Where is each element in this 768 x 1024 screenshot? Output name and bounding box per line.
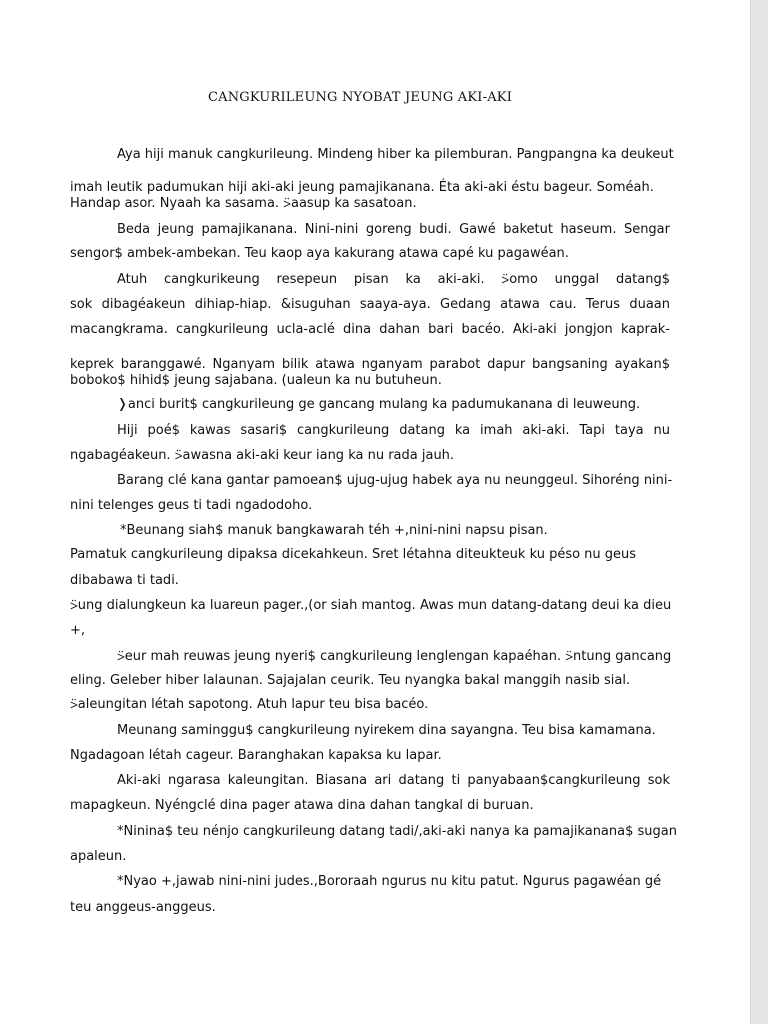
text-line: imah leutik padumukan hiji aki-aki jeung pamajikanana. Éta aki-aki éstu bageur. Soméah. (70, 180, 654, 195)
text-line: Beda jeung pamajikanana. Nini-nini goreng budi. Gawé baketut haseum. Sengar (117, 222, 670, 237)
text-line: ⍩eur mah reuwas jeung nyeri$ cangkurileung lenglengan kapaéhan. ⍩ntung gancang (117, 649, 672, 664)
text-line: dibabawa ti tadi. (70, 573, 179, 588)
text-line: ⍩aleungitan létah sapotong. Atuh lapur teu bisa bacéo. (70, 697, 429, 712)
text-line: ⍩ung dialungkeun ka luareun pager.,(or siah mantog. Awas mun datang-datang deui ka dieu (70, 598, 672, 613)
text-line: Aya hiji manuk cangkurileung. Mindeng hiber ka pilemburan. Pangpangna ka deukeut (117, 147, 674, 162)
text-line: boboko$ hihid$ jeung sajabana. (ualeun ka nu butuheun. (70, 373, 442, 388)
text-line: Pamatuk cangkurileung dipaksa dicekahkeun. Sret létahna diteukteuk ku péso nu geus (70, 547, 637, 562)
text-line: apaleun. (70, 849, 127, 864)
text-line: +, (70, 623, 86, 638)
text-line: *Nyao +,jawab nini-nini judes.,Bororaah ngurus nu kitu patut. Ngurus pagawéan gé (117, 874, 662, 889)
text-line: Meunang saminggu$ cangkurileung nyirekem dina sayangna. Teu bisa kamamana. (117, 723, 656, 738)
document-title: CANGKURILEUNG NYOBAT JEUNG AKI-AKI (207, 90, 513, 105)
text-line: Aki-aki ngarasa kaleungitan. Biasana ari datang ti panyabaan$cangkurileung sok (117, 773, 670, 788)
text-line: sok dibagéakeun dihiap-hiap. &isuguhan saaya-aya. Gedang atawa cau. Terus duaan (70, 297, 670, 312)
text-line: *Ninina$ teu nénjo cangkurileung datang tadi/,aki-aki nanya ka pamajikanana$ sugan (117, 824, 677, 839)
text-line: ngabagéakeun. ⍩awasna aki-aki keur iang ka nu rada jauh. (70, 448, 455, 463)
text-line: Hiji poé$ kawas sasari$ cangkurileung datang ka imah aki-aki. Tapi taya nu (117, 423, 670, 438)
text-line: Ngadagoan létah cageur. Baranghakan kapaksa ku lapar. (70, 748, 442, 763)
text-line: mapagkeun. Nyéngclé dina pager atawa dina dahan tangkal di buruan. (70, 798, 534, 813)
text-line: sengor$ ambek-ambekan. Teu kaop aya kakurang atawa capé ku pagawéan. (70, 246, 569, 261)
text-line: eling. Geleber hiber lalaunan. Sajajalan ceurik. Teu nyangka bakal manggih nasib sial. (70, 673, 631, 688)
text-line: Atuh cangkurikeung resepeun pisan ka aki-aki. ⍩omo unggal datang$ (117, 272, 670, 287)
text-line: Handap asor. Nyaah ka sasama. ⍩aasup ka sasatoan. (70, 196, 417, 211)
text-line: keprek baranggawé. Nganyam bilik atawa nganyam parabot dapur bangsaning ayakan$ (70, 357, 670, 372)
text-line: teu anggeus-anggeus. (70, 900, 216, 915)
text-line: ❭anci burit$ cangkurileung ge gancang mulang ka padumukanana di leuweung. (117, 397, 641, 412)
text-line: Barang clé kana gantar pamoean$ ujug-ujug habek aya nu neunggeul. Sihoréng nini- (117, 473, 673, 488)
text-line: nini telenges geus ti tadi ngadodoho. (70, 498, 313, 513)
text-line: *Beunang siah$ manuk bangkawarah téh +,nini-nini napsu pisan. (120, 523, 548, 538)
text-line: macangkrama. cangkurileung ucla-aclé dina dahan bari bacéo. Aki-aki jongjon kaprak- (70, 322, 670, 337)
